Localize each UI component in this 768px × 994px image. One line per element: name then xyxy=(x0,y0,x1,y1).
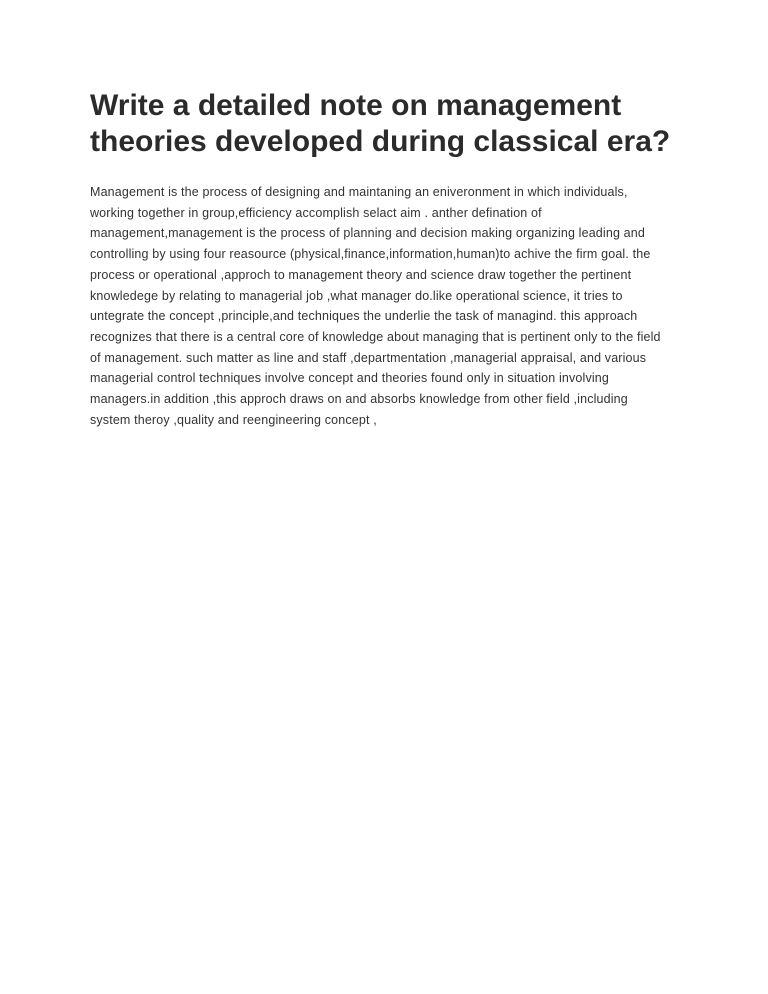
body-line: Management is the process of designing and maintaning an eniveronment in which individuals, xyxy=(90,185,628,199)
body-line: management,management is the process of planning and decision making organizing leading and xyxy=(90,226,645,241)
body-line: of management. such matter as line and staff ,departmentation ,managerial appraisal, and various xyxy=(90,350,647,365)
body-line: managerial control techniques involve concept and theories found only in situation involving xyxy=(90,371,609,386)
body-line: working together in group,efficiency accomplish selact aim . anther defination of xyxy=(90,205,542,220)
document-body xyxy=(90,182,690,430)
body-line: controlling by using four reasource (physical,finance,information,human)to achive the firm goal. the xyxy=(90,247,651,262)
title-line: theories developed during classical era? xyxy=(90,125,671,158)
body-line: recognizes that there is a central core of knowledge about managing that is pertinent only to the field xyxy=(90,329,661,344)
body-line: process or operational ,approch to management theory and science draw together the pertinent xyxy=(90,267,632,282)
body-line: untegrate the concept ,principle,and techniques the underlie the task of managind. this approach xyxy=(90,309,638,324)
document-title xyxy=(90,88,700,160)
body-line: managers.in addition ,this approch draws on and absorbs knowledge from other field ,including xyxy=(90,392,628,407)
title-line: Write a detailed note on management xyxy=(90,89,622,122)
body-line: system theroy ,quality and reengineering concept , xyxy=(90,412,377,427)
body-line: knowledege by relating to managerial job ,what manager do.like operational science, it tries to xyxy=(90,288,623,303)
